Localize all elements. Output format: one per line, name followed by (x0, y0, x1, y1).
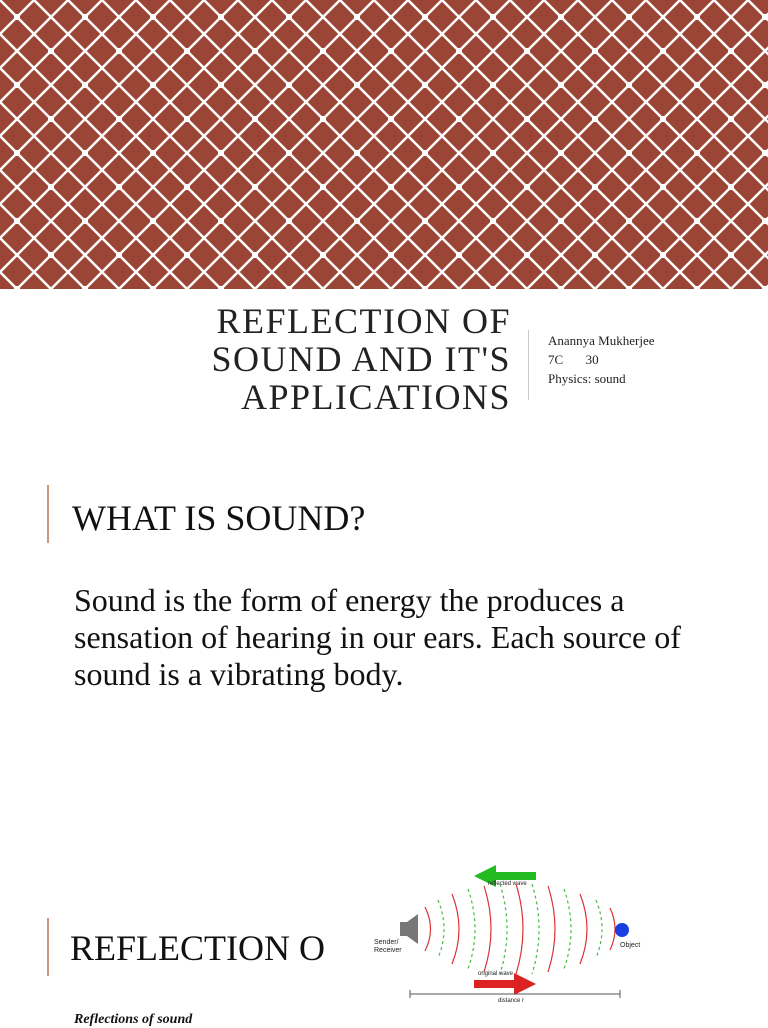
slide2-body: Sound is the form of energy the produces a sensation of hearing in our ears. Each source of sound is a vibrating body. (74, 582, 681, 692)
slide2-heading: WHAT IS SOUND? (72, 498, 366, 538)
roll-number: 30 (585, 352, 599, 367)
object-label: Object (620, 942, 641, 949)
subject-label: Physics: sound (548, 371, 626, 386)
sender-label: Sender/ (374, 939, 399, 946)
speaker-icon (400, 914, 418, 944)
reflected-wave-label: reflected wave (488, 881, 527, 887)
slide3-heading: REFLECTION O (70, 928, 325, 968)
object-dot (615, 923, 629, 937)
receiver-label: Receiver (374, 947, 402, 954)
title-line-3: APPLICATIONS (240, 377, 511, 417)
title-line-2: SOUND AND IT'S (211, 339, 511, 379)
class-label: 7C (548, 352, 564, 367)
distance-label: distance r (498, 998, 525, 1004)
banner-pattern (0, 0, 768, 289)
title-line-1: REFLECTION OF (216, 301, 511, 341)
wave-fronts (425, 884, 615, 974)
heading-accent-bar (47, 485, 49, 543)
heading-accent-bar-2 (47, 918, 49, 976)
class-roll (548, 350, 599, 369)
original-wave-label: original wave (478, 971, 514, 977)
title-divider (528, 330, 529, 400)
slide3-caption: Reflections of sound (74, 1012, 193, 1027)
author-name: Anannya Mukherjee (548, 333, 655, 348)
reflection-diagram (370, 862, 650, 1004)
